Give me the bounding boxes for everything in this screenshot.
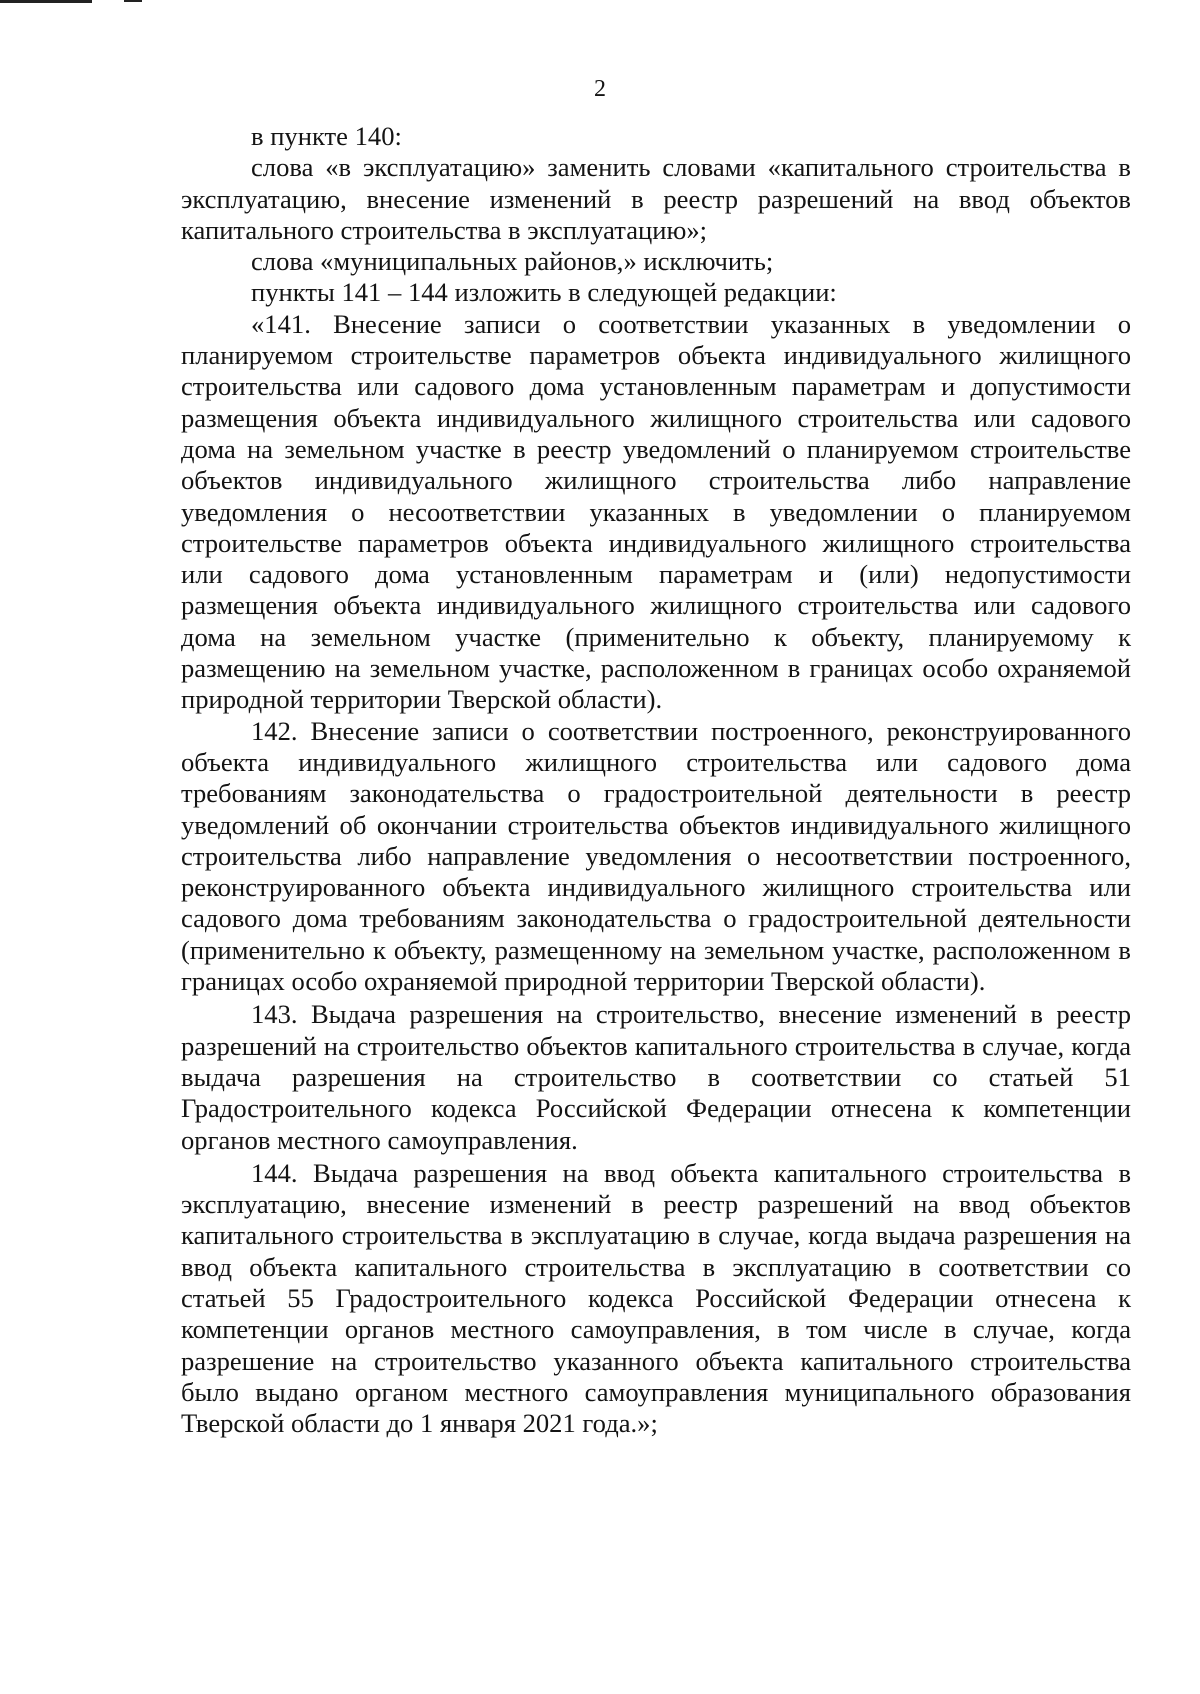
scan-edge-mark bbox=[124, 0, 142, 2]
paragraph-redaction: пункты 141 – 144 изложить в следующей редакции: bbox=[251, 277, 837, 308]
paragraph-item-141: «141. Внесение записи о соответствии указанных в уведомлении о планируемом строительстве параметров объекта индивидуального жилищного строительства или садового дома установленным параметрам и допустимости размещения объекта индивидуального жилищного строительства или садового дома на земельном участке в реестр уведомлений о планируемом строительстве объектов индивидуального жилищного строительства либо направление уведомления о несоответствии указанных в уведомлении о планируемом строительстве параметров объекта индивидуального жилищного строительства или садового дома установленным параметрам и (или) недопустимости размещения объекта индивидуального жилищного строительства или садового дома на земельном участке (применительно к объекту, планируемому к размещению на земельном участке, расположенном в границах особо охраняемой природной территории Тверской области). bbox=[181, 308, 1131, 715]
paragraph-intro: в пункте 140: bbox=[251, 121, 402, 151]
document-body bbox=[181, 121, 1131, 1439]
paragraph-item-144: 144. Выдача разрешения на ввод объекта капитального строительства в эксплуатацию, внесение изменений в реестр разрешений на ввод объектов капитального строительства в эксплуатацию в случае, когда выдача разрешения на ввод объекта капитального строительства в эксплуатацию в соответствии со статьей 55 Градостроительного кодекса Российской Федерации отнесена к компетенции органов местного самоуправления, в том числе в случае, когда разрешение на строительство указанного объекта капитального строительства было выдано органом местного самоуправления муниципального образования Тверской области до 1 января 2021 года.»; bbox=[181, 1157, 1131, 1439]
page-number: 2 bbox=[594, 76, 606, 102]
scan-edge-mark bbox=[0, 0, 92, 3]
paragraph-exclusion: слова «муниципальных районов,» исключить; bbox=[251, 246, 774, 277]
paragraph-amendment-words: слова «в эксплуатацию» заменить словами «капитального строительства в эксплуатацию, внесение изменений в реестр разрешений на ввод объектов капитального строительства в эксплуатацию»; bbox=[181, 152, 1131, 245]
paragraph-item-142: 142. Внесение записи о соответствии построенного, реконструированного объекта индивидуального жилищного строительства или садового дома требованиям законодательства о градостроительной деятельности в реестр уведомлений об окончании строительства объектов индивидуального жилищного строительства либо направление уведомления о несоответствии построенного, реконструированного объекта индивидуального жилищного строительства или садового дома требованиям законодательства о градостроительной деятельности (применительно к объекту, размещенному на земельном участке, расположенном в границах особо охраняемой природной территории Тверской области). bbox=[181, 715, 1131, 997]
paragraph-item-143: 143. Выдача разрешения на строительство, внесение изменений в реестр разрешений на строительство объектов капитального строительства в случае, когда выдача разрешения на строительство в соответствии со статьей 51 Градостроительного кодекса Российской Федерации отнесена к компетенции органов местного самоуправления. bbox=[181, 999, 1131, 1155]
